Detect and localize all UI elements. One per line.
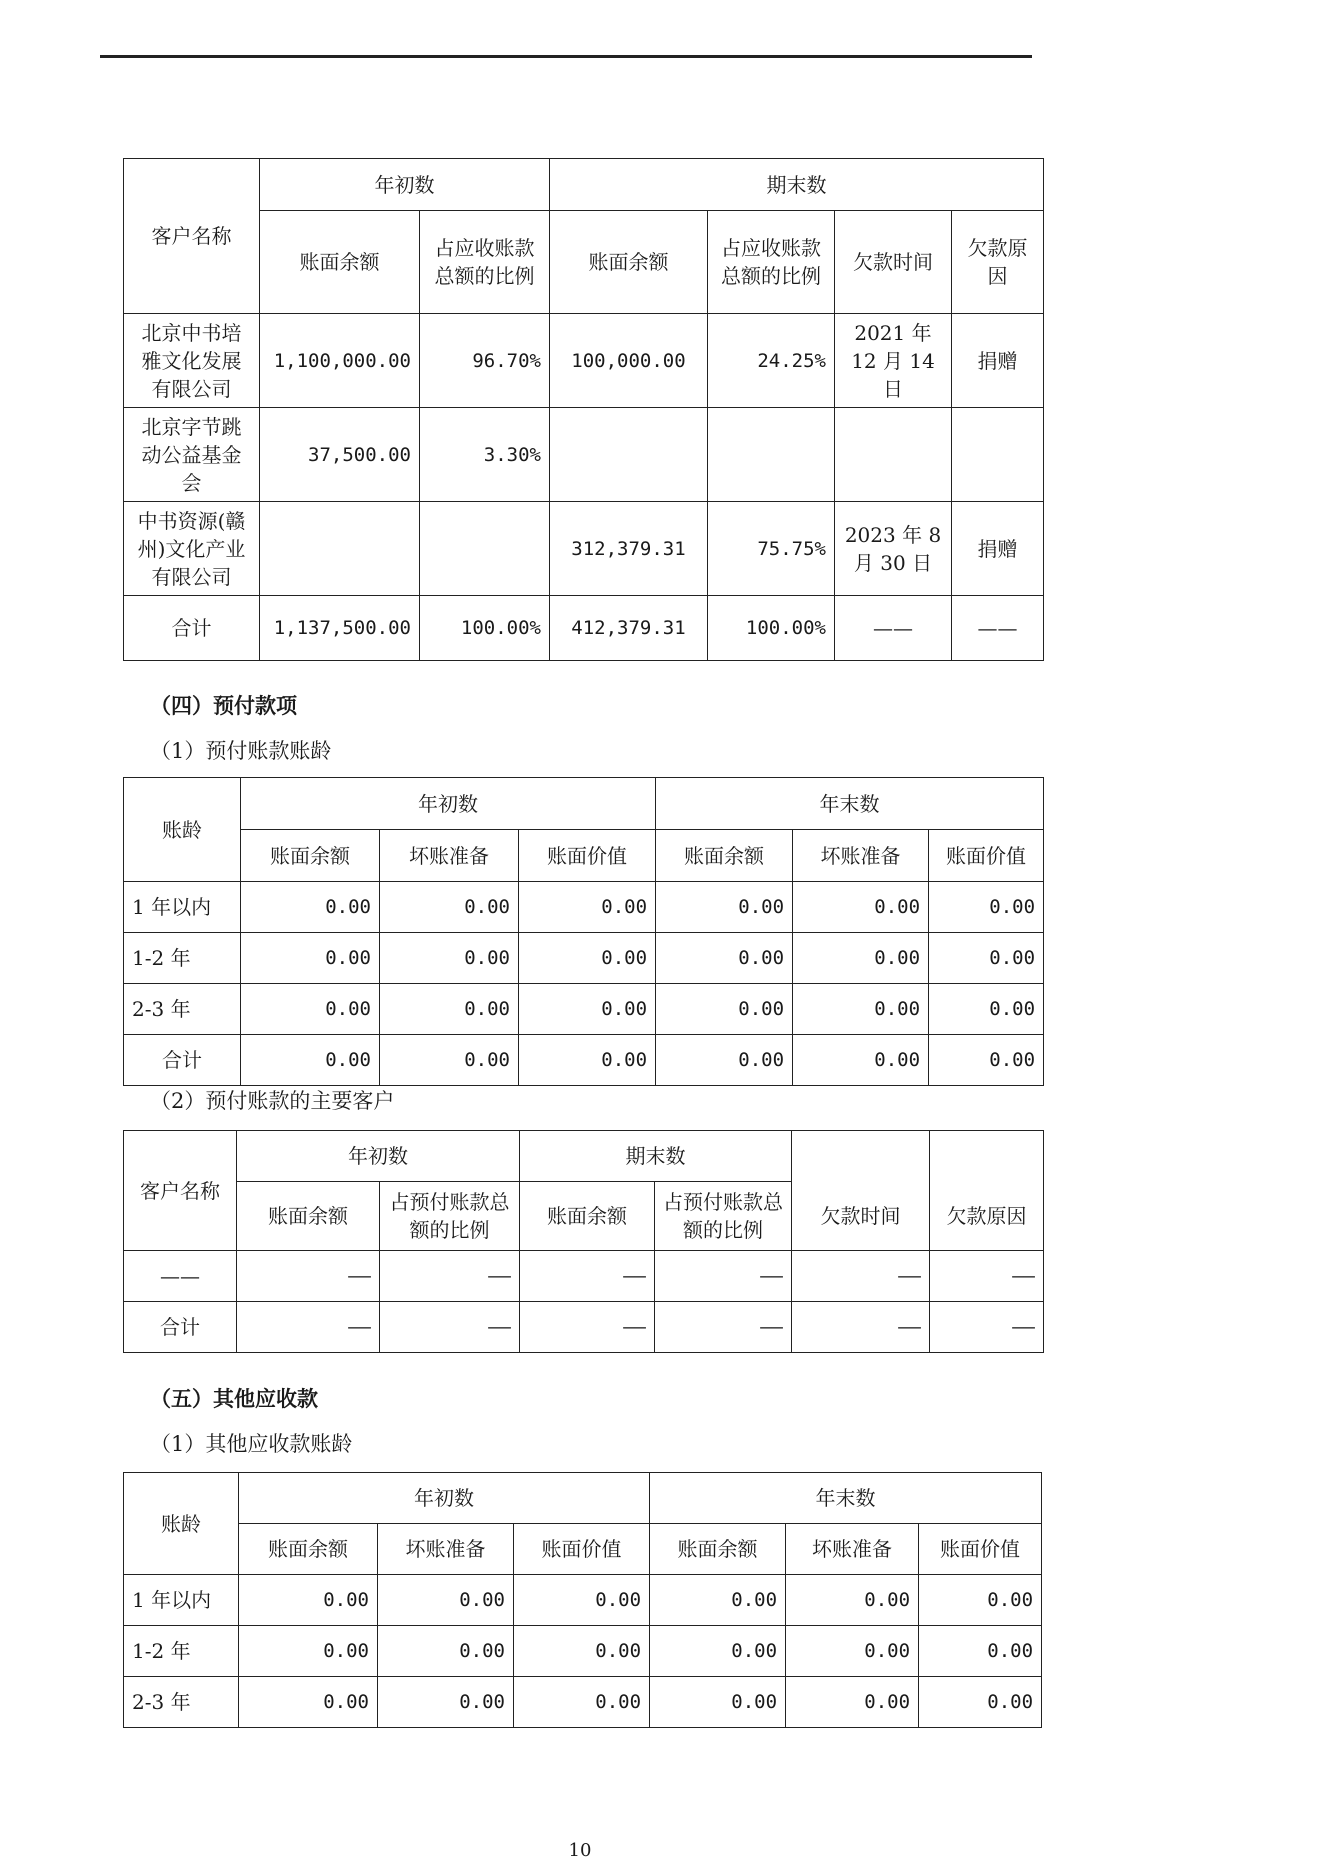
cell-value: ——: [520, 1302, 655, 1353]
prepayment-aging-table: [123, 777, 1044, 1086]
header-book-balance: 账面余额: [656, 830, 793, 882]
customer-name: 北京中书培雅文化发展有限公司: [124, 314, 260, 408]
cell-value: 0.00: [380, 1035, 519, 1086]
header-book-balance: 账面余额: [550, 211, 708, 314]
table-row: [124, 1575, 1042, 1626]
cell-value: 0.00: [378, 1626, 514, 1677]
age-label: 2-3 年: [124, 1677, 239, 1728]
other-receivables-aging-table: [123, 1472, 1042, 1728]
end-balance: 312,379.31: [550, 502, 708, 596]
cell-value: 0.00: [378, 1575, 514, 1626]
cell-value: 0.00: [786, 1677, 919, 1728]
cell-value: 0.00: [519, 933, 656, 984]
cell-value: 0.00: [380, 933, 519, 984]
cell-value: 0.00: [239, 1677, 378, 1728]
header-age: 账龄: [124, 1473, 239, 1575]
header-prepay-ratio: 占预付账款总额的比例: [380, 1182, 520, 1251]
table-row: [124, 1626, 1042, 1677]
header-bad-debt-reserve: 坏账准备: [380, 830, 519, 882]
cell-value: ——: [380, 1251, 520, 1302]
section-heading-prepayments: （四）预付款项: [150, 693, 297, 718]
cell-value: 0.00: [793, 1035, 929, 1086]
header-book-balance: 账面余额: [239, 1524, 378, 1575]
cell-value: ——: [792, 1302, 930, 1353]
header-ratio: 占应收账款总额的比例: [708, 211, 835, 314]
cell-value: 0.00: [378, 1677, 514, 1728]
table-row: [124, 882, 1044, 933]
header-book-value: 账面价值: [514, 1524, 650, 1575]
header-arrears-reason: 欠款原因: [930, 1182, 1044, 1251]
header-bad-debt-reserve: 坏账准备: [793, 830, 929, 882]
table-row: [124, 502, 1044, 596]
header-beginning: 年初数: [239, 1473, 650, 1524]
cell-value: 0.00: [793, 984, 929, 1035]
header-book-balance: 账面余额: [520, 1182, 655, 1251]
arrears-time: ——: [835, 596, 952, 661]
begin-ratio: 3.30%: [420, 408, 550, 502]
cell-value: ——: [930, 1302, 1044, 1353]
header-customer-name: 客户名称: [124, 1131, 237, 1251]
cell-value: ——: [930, 1251, 1044, 1302]
cell-value: 0.00: [929, 882, 1044, 933]
cell-value: 0.00: [239, 1626, 378, 1677]
arrears-reason: 捐赠: [952, 502, 1044, 596]
cell-value: 0.00: [650, 1626, 786, 1677]
arrears-time: 2021 年 12 月 14 日: [835, 314, 952, 408]
header-age: 账龄: [124, 778, 241, 882]
header-beginning: 年初数: [237, 1131, 520, 1182]
header-period-end: 期末数: [520, 1131, 792, 1182]
header-book-value: 账面价值: [519, 830, 656, 882]
table-row: [124, 1677, 1042, 1728]
header-book-balance: 账面余额: [237, 1182, 380, 1251]
total-label: 合计: [124, 596, 260, 661]
cell-value: 0.00: [656, 933, 793, 984]
cell-value: 0.00: [380, 984, 519, 1035]
table-row: [124, 314, 1044, 408]
cell-value: 0.00: [929, 1035, 1044, 1086]
cell-value: 0.00: [650, 1677, 786, 1728]
header-book-value: 账面价值: [929, 830, 1044, 882]
end-ratio: 75.75%: [708, 502, 835, 596]
header-beginning: 年初数: [260, 159, 550, 211]
cell-value: 0.00: [241, 882, 380, 933]
customer-name: 北京字节跳动公益基金会: [124, 408, 260, 502]
arrears-reason: 捐赠: [952, 314, 1044, 408]
total-label: 合计: [124, 1302, 237, 1353]
section-heading-other-receivables: （五）其他应收款: [150, 1386, 318, 1411]
cell-value: 0.00: [919, 1626, 1042, 1677]
cell-value: 0.00: [929, 933, 1044, 984]
cell-value: ——: [380, 1302, 520, 1353]
arrears-time: 2023 年 8 月 30 日: [835, 502, 952, 596]
cell-value: 0.00: [519, 1035, 656, 1086]
header-customer-name: 客户名称: [124, 159, 260, 314]
end-balance: [550, 408, 708, 502]
table-row-total: [124, 1035, 1044, 1086]
cell-value: 0.00: [656, 984, 793, 1035]
arrears-reason: [952, 408, 1044, 502]
table-row-total: [124, 1302, 1044, 1353]
prepayment-customer-table: [123, 1130, 1044, 1353]
begin-balance: 1,100,000.00: [260, 314, 420, 408]
cell-value: 0.00: [786, 1575, 919, 1626]
header-year-end: 年末数: [656, 778, 1044, 830]
begin-balance: [260, 502, 420, 596]
age-label: 1-2 年: [124, 1626, 239, 1677]
arrears-time: [835, 408, 952, 502]
table-row: [124, 1251, 1044, 1302]
end-balance: 100,000.00: [550, 314, 708, 408]
subheading-prepayment-aging: （1）预付账款账龄: [150, 739, 332, 763]
cell-value: 0.00: [793, 882, 929, 933]
table-row-total: [124, 596, 1044, 661]
arrears-reason: ——: [952, 596, 1044, 661]
cell-value: ——: [655, 1251, 792, 1302]
header-book-balance: 账面余额: [650, 1524, 786, 1575]
header-book-balance: 账面余额: [241, 830, 380, 882]
cell-value: 0.00: [519, 984, 656, 1035]
header-arrears-time: 欠款时间: [792, 1182, 930, 1251]
cell-value: 0.00: [650, 1575, 786, 1626]
end-ratio: [708, 408, 835, 502]
age-label: 1 年以内: [124, 882, 241, 933]
cell-value: 0.00: [514, 1575, 650, 1626]
cell-value: 0.00: [514, 1677, 650, 1728]
header-bad-debt-reserve: 坏账准备: [378, 1524, 514, 1575]
begin-ratio: [420, 502, 550, 596]
subheading-prepayment-customers: （2）预付账款的主要客户: [150, 1089, 395, 1113]
cell-value: 0.00: [656, 882, 793, 933]
header-blank: [792, 1131, 930, 1182]
cell-value: 0.00: [241, 984, 380, 1035]
subheading-other-receivables-aging: （1）其他应收款账龄: [150, 1432, 353, 1456]
table-row: [124, 933, 1044, 984]
age-label: 1-2 年: [124, 933, 241, 984]
begin-ratio: 96.70%: [420, 314, 550, 408]
cell-value: 0.00: [919, 1677, 1042, 1728]
end-ratio: 100.00%: [708, 596, 835, 661]
receivables-customer-table: [123, 158, 1044, 661]
cell-value: ——: [792, 1251, 930, 1302]
end-balance: 412,379.31: [550, 596, 708, 661]
cell-value: 0.00: [519, 882, 656, 933]
end-ratio: 24.25%: [708, 314, 835, 408]
cell-value: ——: [237, 1302, 380, 1353]
customer-name: ——: [124, 1251, 237, 1302]
total-label: 合计: [124, 1035, 241, 1086]
header-ratio: 占应收账款总额的比例: [420, 211, 550, 314]
cell-value: 0.00: [241, 1035, 380, 1086]
header-bad-debt-reserve: 坏账准备: [786, 1524, 919, 1575]
customer-name: 中书资源(赣州)文化产业有限公司: [124, 502, 260, 596]
header-period-end: 期末数: [550, 159, 1044, 211]
header-blank: [930, 1131, 1044, 1182]
cell-value: 0.00: [786, 1626, 919, 1677]
cell-value: ——: [237, 1251, 380, 1302]
header-book-value: 账面价值: [919, 1524, 1042, 1575]
header-beginning: 年初数: [241, 778, 656, 830]
begin-balance: 37,500.00: [260, 408, 420, 502]
table-row: [124, 408, 1044, 502]
header-year-end: 年末数: [650, 1473, 1042, 1524]
header-rule: [100, 55, 1032, 58]
age-label: 1 年以内: [124, 1575, 239, 1626]
age-label: 2-3 年: [124, 984, 241, 1035]
cell-value: 0.00: [929, 984, 1044, 1035]
header-prepay-ratio: 占预付账款总额的比例: [655, 1182, 792, 1251]
cell-value: 0.00: [919, 1575, 1042, 1626]
cell-value: 0.00: [380, 882, 519, 933]
begin-balance: 1,137,500.00: [260, 596, 420, 661]
header-arrears-reason: 欠款原因: [952, 211, 1044, 314]
cell-value: 0.00: [514, 1626, 650, 1677]
cell-value: ——: [655, 1302, 792, 1353]
cell-value: ——: [520, 1251, 655, 1302]
header-book-balance: 账面余额: [260, 211, 420, 314]
table-row: [124, 984, 1044, 1035]
cell-value: 0.00: [239, 1575, 378, 1626]
cell-value: 0.00: [241, 933, 380, 984]
page-number: 10: [568, 1840, 592, 1861]
cell-value: 0.00: [793, 933, 929, 984]
begin-ratio: 100.00%: [420, 596, 550, 661]
header-arrears-time: 欠款时间: [835, 211, 952, 314]
cell-value: 0.00: [656, 1035, 793, 1086]
